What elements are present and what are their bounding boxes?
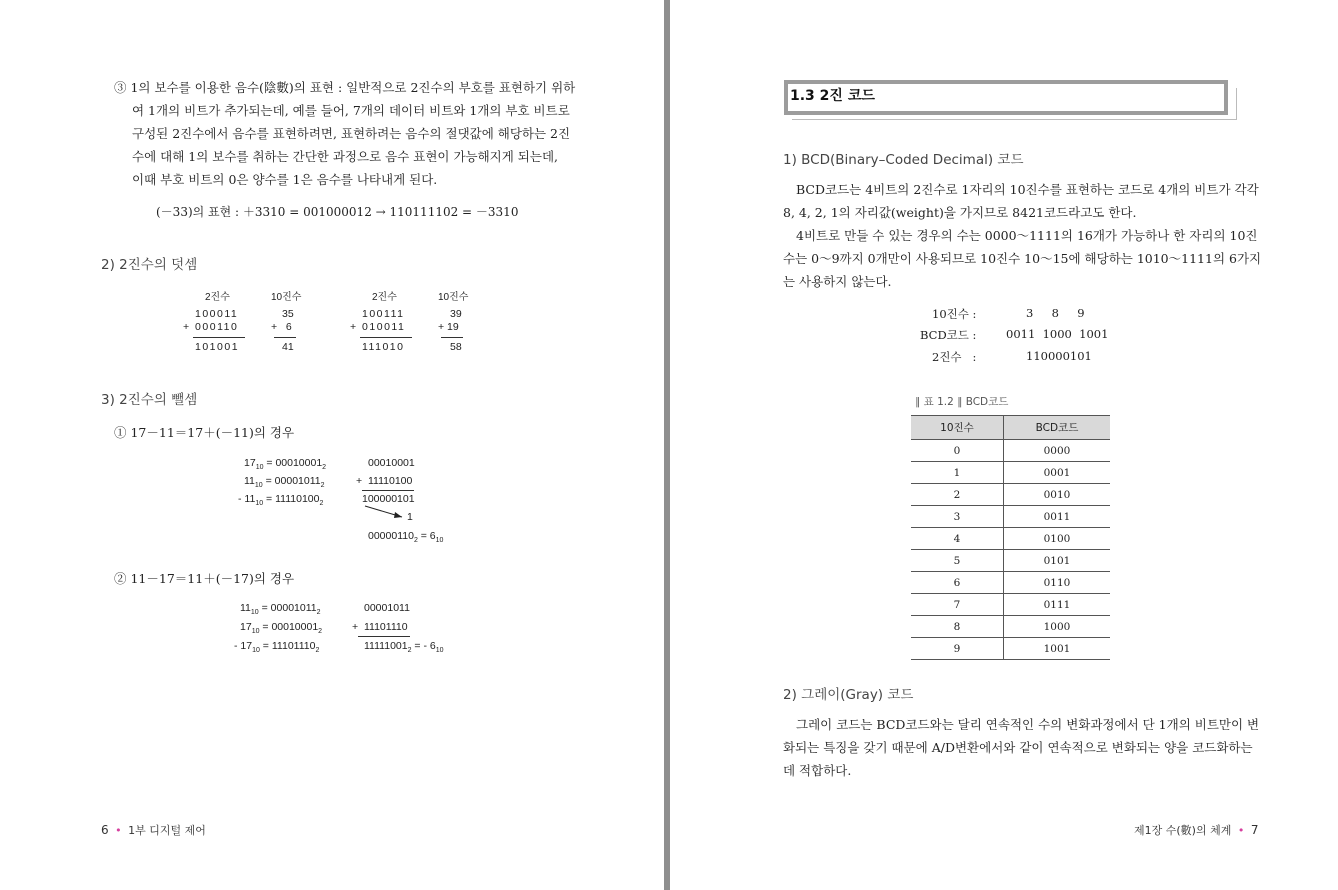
table-row	[911, 462, 1110, 484]
col-header-decimal: 10진수	[271, 292, 302, 303]
table-caption: ∥ 표 1.2 ∥ BCD코드	[915, 396, 1009, 408]
para-line: 이때 부호 비트의 0은 양수를 1은 음수를 나타내게 된다.	[132, 172, 438, 187]
left-page	[0, 0, 664, 890]
table-row	[911, 638, 1110, 660]
para-line: 8, 4, 2, 1의 자리값(weight)을 가지므로 8421코드라고도 한다.	[783, 205, 1137, 220]
page-number: 6	[101, 823, 109, 837]
partial-sum: 100000101	[362, 493, 415, 505]
cell-decimal: 1	[911, 462, 1004, 484]
equation-line: - $11_{10} = 11110100_2$	[238, 493, 324, 508]
cell-decimal: 6	[911, 572, 1004, 594]
gray-heading: 2) 그레이(Gray) 코드	[783, 687, 914, 703]
cell-decimal: 5	[911, 550, 1004, 572]
operand-b-binary: + 010011	[350, 321, 406, 333]
col-header-binary: 2진수	[205, 292, 230, 303]
cell-decimal: 9	[911, 638, 1004, 660]
equation-line: $11_{10} = 00001011_2$	[244, 475, 325, 490]
cell-decimal: 2	[911, 484, 1004, 506]
para-line: ③ 1의 보수를 이용한 음수(陰數)의 표현 : 일반적으로 2진수의 부호를 표현하기 위하	[114, 80, 576, 95]
footer-separator: •	[115, 824, 122, 837]
operand-b: + 11101110	[352, 621, 408, 633]
cell-decimal: 7	[911, 594, 1004, 616]
operand-a-decimal: 39	[450, 308, 462, 320]
equation-line: $11_{10} = 00001011_2$	[240, 602, 321, 617]
table-header-row	[911, 416, 1110, 440]
right-page	[670, 0, 1338, 890]
example-value: 0011 1000 1001	[1006, 327, 1109, 341]
para-line: 4비트로 만들 수 있는 경우의 수는 0000～1111의 16개가 가능하나 한 자리의 10진	[796, 228, 1258, 243]
table-row	[911, 528, 1110, 550]
para-line: 는 사용하지 않는다.	[783, 274, 892, 289]
operand-a-binary: 100111	[362, 308, 405, 320]
page-footer	[101, 822, 206, 838]
cell-bcd: 0100	[1004, 528, 1111, 550]
table-row	[911, 506, 1110, 528]
case1-title: ① 17－11＝17＋(－11)의 경우	[114, 425, 295, 440]
table-row	[911, 594, 1110, 616]
cell-decimal: 4	[911, 528, 1004, 550]
equation-line: - $17_{10} = 11101110_2$	[234, 640, 320, 655]
equation-line: $17_{10} = 00010001_2$	[240, 621, 323, 636]
cell-bcd: 0010	[1004, 484, 1111, 506]
table-row	[911, 550, 1110, 572]
sum-binary: 111010	[362, 341, 405, 353]
para-line: 수는 0～9까지 0개만이 사용되므로 10진수 10～15에 해당하는 1010～1111의 6가지	[783, 251, 1262, 266]
para-line: BCD코드는 4비트의 2진수로 1자리의 10진수를 표현하는 코드로 4개의 비트가 각각	[796, 182, 1259, 197]
bcd-table	[911, 415, 1110, 660]
cell-bcd: 0000	[1004, 440, 1111, 462]
cell-bcd: 0110	[1004, 572, 1111, 594]
example-label: 2진수 :	[932, 350, 977, 364]
cell-bcd: 0001	[1004, 462, 1111, 484]
para-line: 수에 대해 1의 보수를 취하는 간단한 과정으로 음수 표현이 가능해지게 되는데,	[132, 149, 558, 164]
example-label: 10진수 :	[932, 307, 977, 321]
result: $11111001_2$ = - $6_{10}$	[364, 640, 444, 655]
operand-b-decimal: + 19	[438, 321, 459, 333]
end-around-carry-arrow-icon	[362, 504, 422, 522]
section-title: 1.3 2진 코드	[790, 88, 875, 104]
para-line: 데 적합하다.	[783, 763, 852, 778]
example-value: 3 8 9	[1026, 306, 1085, 320]
cell-bcd: 1000	[1004, 616, 1111, 638]
operand-a: 00001011	[364, 602, 410, 614]
operand-a: 00010001	[368, 457, 415, 469]
cell-bcd: 0011	[1004, 506, 1111, 528]
operand-a-decimal: 35	[282, 308, 294, 320]
table-row	[911, 616, 1110, 638]
cell-bcd: 1001	[1004, 638, 1111, 660]
example-value: 110000101	[1026, 349, 1092, 363]
cell-decimal: 0	[911, 440, 1004, 462]
addition-heading: 2) 2진수의 덧셈	[101, 257, 198, 273]
sum-decimal: 58	[450, 341, 462, 353]
col-header-decimal: 10진수	[438, 292, 469, 303]
cell-decimal: 8	[911, 616, 1004, 638]
table-row	[911, 572, 1110, 594]
header-decimal: 10진수	[911, 416, 1004, 440]
footer-text: 제1장 수(數)의 체계	[1134, 824, 1232, 837]
table-row	[911, 484, 1110, 506]
para-line: 구성된 2진수에서 음수를 표현하려면, 표현하려는 음수의 절댓값에 해당하는 2진	[132, 126, 571, 141]
operand-b-binary: + 000110	[183, 321, 239, 333]
bcd-heading: 1) BCD(Binary–Coded Decimal) 코드	[783, 152, 1024, 168]
example-label: BCD코드 :	[920, 328, 977, 342]
cell-bcd: 0101	[1004, 550, 1111, 572]
col-header-binary: 2진수	[372, 292, 397, 303]
carry-digit: 1	[407, 511, 413, 523]
case2-title: ② 11－17＝11＋(－17)의 경우	[114, 571, 295, 586]
para-line: 화되는 특징을 갖기 때문에 A/D변환에서와 같이 연속적으로 변화되는 양을 코드화하는	[783, 740, 1253, 755]
table-row	[911, 440, 1110, 462]
operand-b: + 11110100	[356, 475, 413, 487]
result: $00000110_2 = 6_{10}$	[368, 530, 444, 545]
negative-example: (－33)의 표현 : ＋3310 = 001000012 → 110111102 = －3310	[156, 205, 519, 219]
operand-a-binary: 100011	[195, 308, 239, 320]
subtraction-heading: 3) 2진수의 뺄셈	[101, 392, 198, 408]
cell-decimal: 3	[911, 506, 1004, 528]
footer-text: 1부 디지털 제어	[128, 824, 206, 837]
para-line: 여 1개의 비트가 추가되는데, 예를 들어, 7개의 데이터 비트와 1개의 부호 비트로	[132, 103, 570, 118]
page-number: 7	[1250, 823, 1259, 837]
sum-binary: 101001	[195, 341, 240, 353]
footer-separator: •	[1237, 824, 1245, 837]
cell-bcd: 0111	[1004, 594, 1111, 616]
operand-b-decimal: + 6	[271, 321, 292, 333]
sum-decimal: 41	[282, 341, 294, 353]
header-bcd: BCD코드	[1004, 416, 1111, 440]
para-line: 그레이 코드는 BCD코드와는 달리 연속적인 수의 변화과정에서 단 1개의 비트만이 변	[796, 717, 1260, 732]
page-footer	[1134, 822, 1258, 838]
equation-line: $17_{10} = 00010001_2$	[244, 457, 327, 472]
